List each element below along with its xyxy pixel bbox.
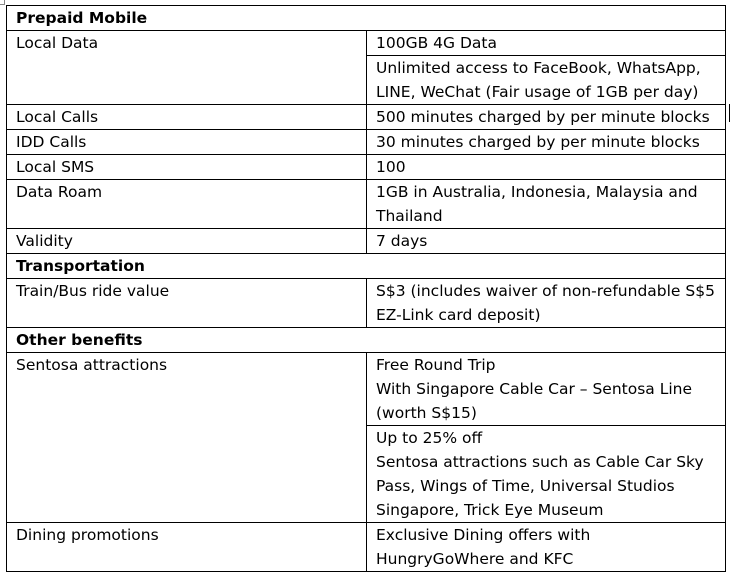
value-line: (worth S$15) [376, 404, 477, 422]
value-line: Up to 25% off [376, 429, 483, 447]
corner-mark [0, 0, 5, 5]
value-line: Sentosa attractions such as Cable Car Sky [376, 453, 704, 471]
section-title: Prepaid Mobile [7, 6, 726, 31]
value-line: Pass, Wings of Time, Universal Studios [376, 477, 675, 495]
row-value [367, 353, 726, 426]
row-value [367, 130, 726, 155]
value-line: Singapore, Trick Eye Museum [376, 501, 604, 519]
value-line: Exclusive Dining offers with [376, 526, 591, 544]
table-row-data-roam [7, 180, 726, 229]
row-label: Local Data [7, 31, 367, 105]
row-label: Local Calls [7, 105, 367, 130]
value-line: Unlimited access to FaceBook, WhatsApp, [376, 59, 701, 77]
benefits-table [6, 5, 726, 572]
value-line: With Singapore Cable Car – Sentosa Line [376, 380, 693, 398]
row-value: 100GB 4G Data [367, 31, 726, 56]
section-header-transportation [7, 254, 726, 279]
row-label: Sentosa attractions [7, 353, 367, 523]
table-row-local-calls [7, 105, 726, 130]
row-value [367, 105, 726, 130]
table-row-dining [7, 523, 726, 572]
row-value: 7 days [367, 229, 726, 254]
value-line: LINE, WeChat (Fair usage of 1GB per day) [376, 83, 699, 101]
row-value [367, 523, 726, 572]
row-value: 100 [367, 155, 726, 180]
row-value [367, 426, 726, 523]
section-title: Transportation [7, 254, 726, 279]
row-value [367, 279, 726, 328]
section-title: Other benefits [7, 328, 726, 353]
value-line: EZ-Link card deposit) [376, 306, 541, 324]
value-line: 1GB in Australia, Indonesia, Malaysia and [376, 183, 698, 201]
value-line: Free Round Trip [376, 356, 496, 374]
value-line: 500 minutes charged by per minute blocks [376, 108, 710, 126]
row-label: Train/Bus ride value [7, 279, 367, 328]
value-line: S$3 (includes waiver of non-refundable S$5 [376, 282, 715, 300]
value-line: HungryGoWhere and KFC [376, 550, 574, 568]
row-label: IDD Calls [7, 130, 367, 155]
margin-mark [729, 104, 730, 122]
row-value [367, 56, 726, 105]
row-label: Dining promotions [7, 523, 367, 572]
table-row-local-sms [7, 155, 726, 180]
section-header-prepaid-mobile [7, 6, 726, 31]
table-row-idd-calls [7, 130, 726, 155]
table-row-sentosa [7, 353, 726, 426]
row-value [367, 180, 726, 229]
table-row-local-data [7, 31, 726, 56]
row-label: Validity [7, 229, 367, 254]
row-label: Local SMS [7, 155, 367, 180]
section-header-other-benefits [7, 328, 726, 353]
table-row-train-bus [7, 279, 726, 328]
row-label: Data Roam [7, 180, 367, 229]
value-line: Thailand [376, 207, 443, 225]
value-line: 30 minutes charged by per minute blocks [376, 133, 700, 151]
table-row-validity [7, 229, 726, 254]
